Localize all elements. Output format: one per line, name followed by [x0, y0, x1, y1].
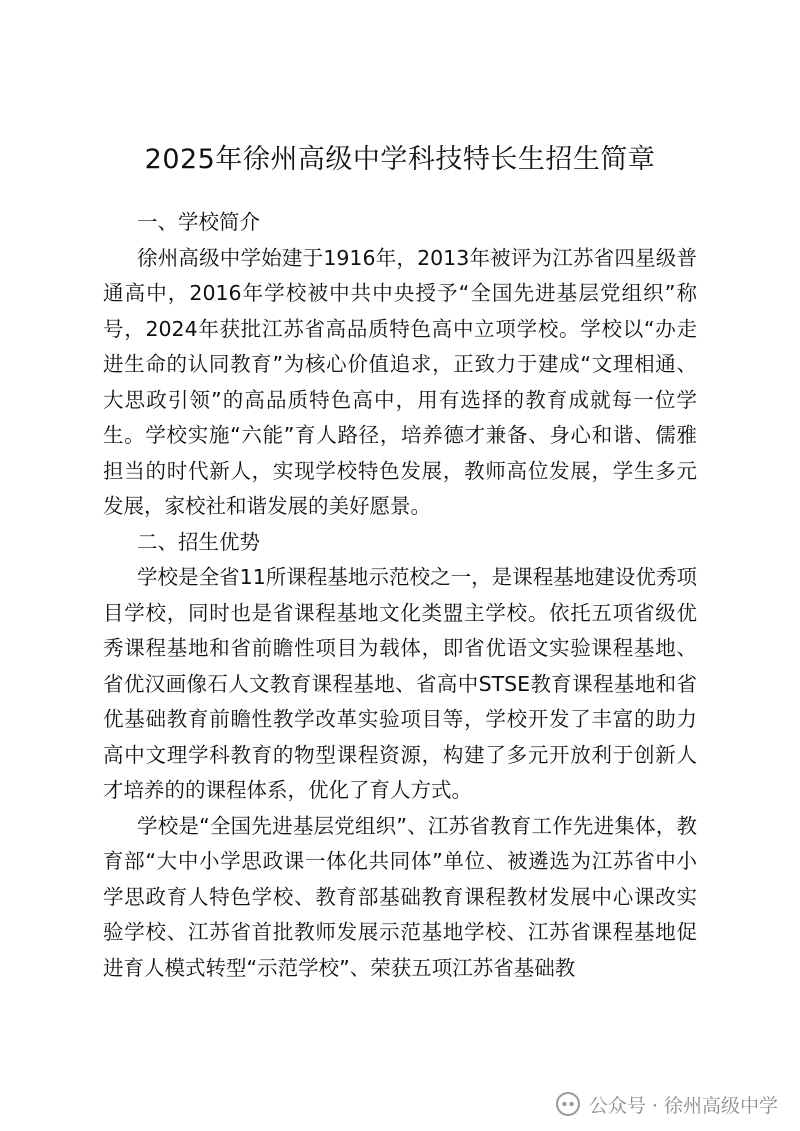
watermark-text: 公众号 · 徐州高级中学	[588, 1094, 778, 1117]
watermark	[555, 1089, 778, 1119]
page-title: 2025年徐州高级中学科技特长生招生简章	[144, 144, 656, 175]
section-heading-admission-advantages: 二、招生优势	[137, 529, 260, 554]
paragraph-honors: 学校是“全国先进基层党组织”、江苏省教育工作先进集体，教育部“大中小学思政课一体化共同体”单位、被遴选为江苏省中小学思政育人特色学校、教育部基础教育课程教材发展中心课改实验学校、江苏省首批教师发展示范基地学校、江苏省课程基地促进育人模式转型“示范学校”、荣获五项江苏省基础教	[103, 813, 697, 980]
paragraph-school-intro: 徐州高级中学始建于1916年，2013年被评为江苏省四星级普通高中，2016年学校被中共中央授予“全国先进基层党组织”称号，2024年获批江苏省高品质特色高中立项学校。学校以“办走进生命的认同教育”为核心价值追求，正致力于建成“文理相通、大思政引领”的高品质特色高中，用有选择的教育成就每一位学生。学校实施“六能”育人路径，培养德才兼备、身心和谐、儒雅担当的时代新人，实现学校特色发展，教师高位发展，学生多元发展，家校社和谐发展的美好愿景。	[103, 245, 697, 518]
section-heading-school-intro: 一、学校简介	[137, 210, 260, 234]
paragraph-course-base: 学校是全省11所课程基地示范校之一，是课程基地建设优秀项目学校，同时也是省课程基地文化类盟主学校。依托五项省级优秀课程基地和省前瞻性项目为载体，即省优语文实验课程基地、省优汉画像石人文教育课程基地、省高中STSE教育课程基地和省优基础教育前瞻性教学改革实验项目等，学校开发了丰富的助力高中文理学科教育的物型课程资源，构建了多元开放利于创新人才培养的的课程体系，优化了育人方式。	[103, 565, 697, 802]
wechat-official-account-icon	[555, 1091, 581, 1117]
document-body	[103, 205, 697, 986]
